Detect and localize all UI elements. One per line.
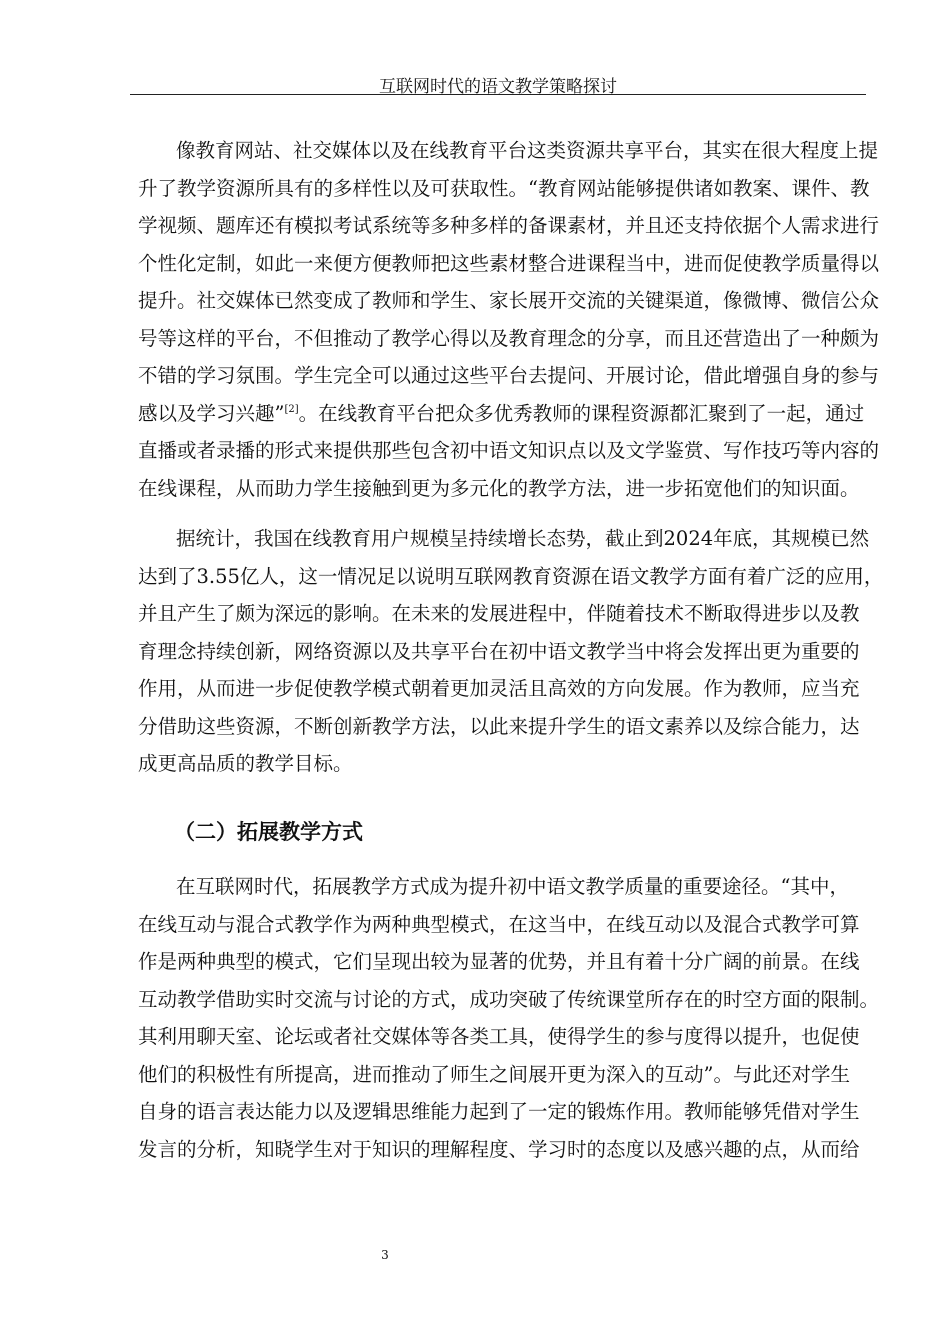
text-line <box>138 395 865 433</box>
text-line <box>138 520 870 558</box>
text-line <box>138 595 860 633</box>
line-text: 在互联网时代，拓展教学方式成为提升初中语文教学质量的重要途径。“其中， <box>176 875 849 898</box>
line-text: 感以及学习兴趣” <box>138 401 285 425</box>
line-text: 不错的学习氛围。学生完全可以通过这些平台去提问、开展讨论，借此增强自身的参与 <box>138 364 880 387</box>
text-line <box>138 943 860 981</box>
text-line <box>138 906 860 944</box>
paragraph-statistics <box>138 520 884 783</box>
text-line <box>138 745 848 783</box>
line-text: 育理念持续创新，网络资源以及共享平台在初中语文教学当中将会发挥出更为重要的 <box>138 639 860 663</box>
line-text: 他们的积极性有所提高，进而推动了师生之间展开更为深入的互动”。与此还对学生 <box>138 1062 850 1086</box>
line-text: 互动教学借助实时交流与讨论的方式，成功突破了传统课堂所存在的时空方面的限制。 <box>138 987 880 1011</box>
text-line <box>138 282 880 320</box>
line-text: 直播或者录播的形式来提供那些包含初中语文知识点以及文学鉴赏、写作技巧等内容的 <box>138 439 880 462</box>
page-number: 3 <box>381 1248 389 1262</box>
text-line <box>138 981 880 1019</box>
text-line <box>138 558 884 596</box>
text-line <box>138 868 848 906</box>
line-text: 发言的分析，知晓学生对于知识的理解程度、学习时的态度以及感兴趣的点，从而给 <box>138 1137 860 1161</box>
text-line <box>138 245 880 283</box>
text-line <box>138 1131 860 1169</box>
text-line <box>138 670 860 708</box>
text-line <box>138 470 860 508</box>
line-text: 像教育网站、社交媒体以及在线教育平台这类资源共享平台，其实在很大程度上提 <box>176 139 879 162</box>
line-text: 号等这样的平台，不但推动了教学心得以及教育理念的分享，而且还营造出了一种颇为 <box>138 326 880 350</box>
line-text: 学视频、题库还有模拟考试系统等多种多样的备课素材，并且还支持依据个人需求进行 <box>138 214 880 237</box>
line-text: 个性化定制，如此一来便方便教师把这些素材整合进课程当中，进而促使教学质量得以 <box>138 251 880 275</box>
text-line <box>138 1093 860 1131</box>
text-line <box>138 170 870 208</box>
text-line <box>138 432 880 470</box>
section-heading: （二）拓展教学方式 <box>174 820 363 844</box>
line-text: 并且产生了颇为深远的影响。在未来的发展进程中，伴随着技术不断取得进步以及教 <box>138 602 860 625</box>
paragraph-teaching-methods <box>138 868 880 1168</box>
line-text: 提升。社交媒体已然变成了教师和学生、家长展开交流的关键渠道，像微博、微信公众 <box>138 289 880 312</box>
line-text: 达到了3.55亿人，这一情况足以说明互联网教育资源在语文教学方面有着广泛的应用， <box>138 564 884 588</box>
line-text: 据统计，我国在线教育用户规模呈持续增长态势，截止到2024年底，其规模已然 <box>176 527 870 550</box>
citation-reference[interactable]: [2] <box>284 403 299 415</box>
running-header: 互联网时代的语文教学策略探讨 <box>379 77 617 97</box>
text-line <box>138 132 879 170</box>
line-text: 在线互动与混合式教学作为两种典型模式，在这当中，在线互动以及混合式教学可算 <box>138 912 860 936</box>
line-text: 其利用聊天室、论坛或者社交媒体等各类工具，使得学生的参与度得以提升，也促使 <box>138 1025 860 1048</box>
text-line <box>138 708 860 746</box>
line-text: 。在线教育平台把众多优秀教师的课程资源都汇聚到了一起，通过 <box>298 401 865 425</box>
line-text: 在线课程，从而助力学生接触到更为多元化的教学方法，进一步拓宽他们的知识面。 <box>138 476 860 500</box>
line-text: 升了教学资源所具有的多样性以及可获取性。“教育网站能够提供诸如教案、课件、教 <box>138 176 870 200</box>
header-divider <box>130 94 866 95</box>
text-line <box>138 207 880 245</box>
line-text: 成更高品质的教学目标。 <box>138 752 353 775</box>
text-line <box>138 1018 860 1056</box>
text-line <box>138 633 860 671</box>
text-line <box>138 357 880 395</box>
text-line <box>138 320 880 358</box>
line-text: 自身的语言表达能力以及逻辑思维能力起到了一定的锻炼作用。教师能够凭借对学生 <box>138 1100 860 1123</box>
line-text: 作是两种典型的模式，它们呈现出较为显著的优势，并且有着十分广阔的前景。在线 <box>138 950 860 973</box>
line-text: 分借助这些资源，不断创新教学方法，以此来提升学生的语文素养以及综合能力，达 <box>138 714 860 738</box>
line-text: 作用，从而进一步促使教学模式朝着更加灵活且高效的方向发展。作为教师，应当充 <box>138 677 860 700</box>
paragraph-online-platforms <box>138 132 880 507</box>
text-line <box>138 1056 848 1094</box>
